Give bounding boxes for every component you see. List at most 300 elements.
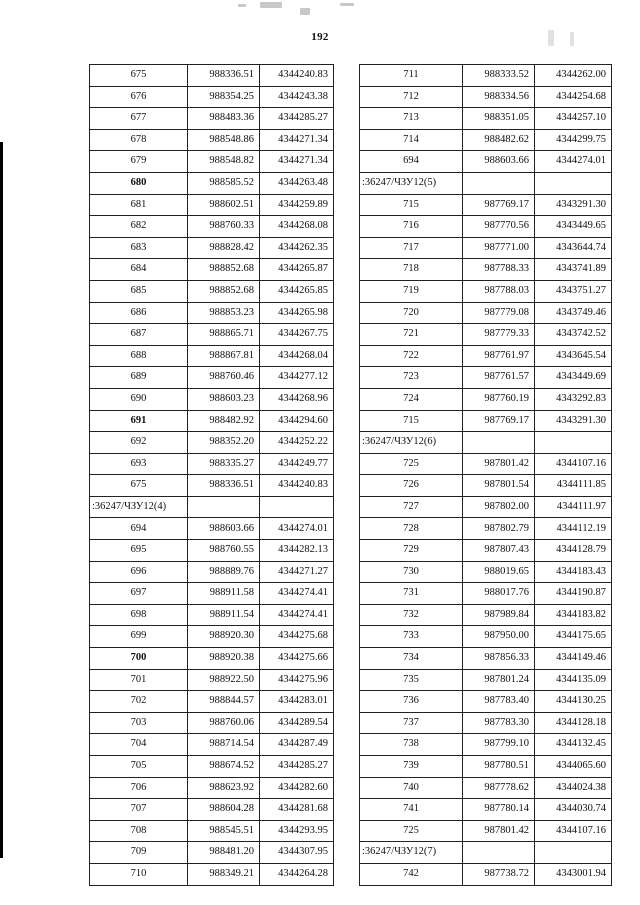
section-header-row	[90, 496, 334, 518]
x-coordinate-cell: 988017.76	[463, 583, 535, 605]
point-number-cell: 680	[90, 172, 188, 194]
point-number-cell: 715	[360, 410, 463, 432]
table-row	[90, 194, 334, 216]
point-number-cell: 709	[90, 842, 188, 864]
table-row	[360, 712, 612, 734]
table-row	[90, 648, 334, 670]
x-coordinate-cell: 988349.21	[188, 863, 260, 885]
table-row	[90, 842, 334, 864]
table-row	[360, 410, 612, 432]
x-coordinate-cell: 987780.14	[463, 799, 535, 821]
table-row	[360, 345, 612, 367]
point-number-cell: 687	[90, 324, 188, 346]
table-row	[90, 302, 334, 324]
y-coordinate-cell: 4344065.60	[535, 756, 612, 778]
point-number-cell: 703	[90, 712, 188, 734]
point-number-cell: 714	[360, 129, 463, 151]
point-number-cell: 730	[360, 561, 463, 583]
y-coordinate-cell: 4344107.16	[535, 820, 612, 842]
point-number-cell: 729	[360, 540, 463, 562]
point-number-cell: 683	[90, 237, 188, 259]
x-coordinate-cell: 988867.81	[188, 345, 260, 367]
y-coordinate-cell: 4344264.28	[260, 863, 334, 885]
point-number-cell: 675	[90, 475, 188, 497]
x-coordinate-cell: 987783.30	[463, 712, 535, 734]
table-row	[90, 108, 334, 130]
table-row	[90, 604, 334, 626]
table-row	[360, 734, 612, 756]
y-coordinate-cell: 4344135.09	[535, 669, 612, 691]
table-row	[90, 410, 334, 432]
y-coordinate-cell: 4344271.27	[260, 561, 334, 583]
y-coordinate-cell: 4344111.85	[535, 475, 612, 497]
table-row	[90, 345, 334, 367]
point-number-cell: 718	[360, 259, 463, 281]
point-number-cell: :36247/ЧЗУ12(6)	[360, 432, 463, 454]
point-number-cell: 720	[360, 302, 463, 324]
table-row	[90, 453, 334, 475]
x-coordinate-cell: 988585.52	[188, 172, 260, 194]
y-coordinate-cell: 4344130.25	[535, 691, 612, 713]
x-coordinate-cell: 987760.19	[463, 388, 535, 410]
y-coordinate-cell: 4344268.96	[260, 388, 334, 410]
table-row	[360, 324, 612, 346]
coordinates-table-left	[89, 64, 334, 886]
y-coordinate-cell: 4343449.69	[535, 367, 612, 389]
y-coordinate-cell	[535, 432, 612, 454]
point-number-cell: :36247/ЧЗУ12(7)	[360, 842, 463, 864]
x-coordinate-cell: 987761.57	[463, 367, 535, 389]
point-number-cell: 733	[360, 626, 463, 648]
table-row	[360, 216, 612, 238]
x-coordinate-cell: 987856.33	[463, 648, 535, 670]
table-row	[90, 540, 334, 562]
y-coordinate-cell: 4344281.68	[260, 799, 334, 821]
y-coordinate-cell: 4344243.38	[260, 86, 334, 108]
section-header-row	[360, 432, 612, 454]
y-coordinate-cell: 4344265.87	[260, 259, 334, 281]
point-number-cell: 700	[90, 648, 188, 670]
section-header-row	[360, 842, 612, 864]
table-row	[90, 324, 334, 346]
y-coordinate-cell: 4343741.89	[535, 259, 612, 281]
x-coordinate-cell: 987799.10	[463, 734, 535, 756]
y-coordinate-cell: 4344267.75	[260, 324, 334, 346]
x-coordinate-cell: 988911.54	[188, 604, 260, 626]
y-coordinate-cell: 4344274.01	[260, 518, 334, 540]
x-coordinate-cell: 988760.55	[188, 540, 260, 562]
table-row	[360, 583, 612, 605]
x-coordinate-cell: 987769.17	[463, 194, 535, 216]
y-coordinate-cell: 4344183.43	[535, 561, 612, 583]
x-coordinate-cell: 988865.71	[188, 324, 260, 346]
point-number-cell: 697	[90, 583, 188, 605]
point-number-cell: :36247/ЧЗУ12(4)	[90, 496, 188, 518]
y-coordinate-cell: 4344274.01	[535, 151, 612, 173]
table-row	[90, 65, 334, 87]
point-number-cell: 739	[360, 756, 463, 778]
y-coordinate-cell: 4344285.27	[260, 108, 334, 130]
table-row	[360, 777, 612, 799]
table-row	[360, 475, 612, 497]
y-coordinate-cell: 4344254.68	[535, 86, 612, 108]
coordinates-table-right	[359, 64, 612, 886]
table-row	[360, 820, 612, 842]
x-coordinate-cell: 988852.68	[188, 259, 260, 281]
table-row	[360, 453, 612, 475]
x-coordinate-cell: 988335.27	[188, 453, 260, 475]
y-coordinate-cell: 4344024.38	[535, 777, 612, 799]
x-coordinate-cell: 987788.03	[463, 280, 535, 302]
x-coordinate-cell	[188, 496, 260, 518]
point-number-cell: 738	[360, 734, 463, 756]
scan-speck	[340, 3, 354, 6]
x-coordinate-cell: 988545.51	[188, 820, 260, 842]
x-coordinate-cell: 988351.05	[463, 108, 535, 130]
table-row	[360, 648, 612, 670]
table-row	[360, 604, 612, 626]
scan-speck	[300, 8, 310, 15]
y-coordinate-cell: 4344299.75	[535, 129, 612, 151]
point-number-cell: 688	[90, 345, 188, 367]
x-coordinate-cell: 988623.92	[188, 777, 260, 799]
table-row	[90, 734, 334, 756]
point-number-cell: 684	[90, 259, 188, 281]
point-number-cell: 685	[90, 280, 188, 302]
y-coordinate-cell: 4344271.34	[260, 151, 334, 173]
point-number-cell: 686	[90, 302, 188, 324]
point-number-cell: 710	[90, 863, 188, 885]
y-coordinate-cell: 4343645.54	[535, 345, 612, 367]
y-coordinate-cell: 4344277.12	[260, 367, 334, 389]
x-coordinate-cell: 988482.62	[463, 129, 535, 151]
y-coordinate-cell	[535, 172, 612, 194]
y-coordinate-cell: 4344289.54	[260, 712, 334, 734]
point-number-cell: 732	[360, 604, 463, 626]
point-number-cell: 715	[360, 194, 463, 216]
x-coordinate-cell: 988852.68	[188, 280, 260, 302]
table-row	[360, 108, 612, 130]
point-number-cell: 734	[360, 648, 463, 670]
table-row	[360, 151, 612, 173]
y-coordinate-cell: 4344249.77	[260, 453, 334, 475]
y-coordinate-cell: 4344265.98	[260, 302, 334, 324]
table-row	[90, 367, 334, 389]
x-coordinate-cell: 988853.23	[188, 302, 260, 324]
binding-edge-mark	[0, 142, 3, 858]
y-coordinate-cell: 4344107.16	[535, 453, 612, 475]
point-number-cell: 736	[360, 691, 463, 713]
x-coordinate-cell: 988603.23	[188, 388, 260, 410]
table-row	[360, 259, 612, 281]
point-number-cell: 740	[360, 777, 463, 799]
table-row	[360, 863, 612, 885]
y-coordinate-cell: 4344190.87	[535, 583, 612, 605]
table-row	[90, 259, 334, 281]
point-number-cell: 702	[90, 691, 188, 713]
y-coordinate-cell: 4344275.96	[260, 669, 334, 691]
point-number-cell: 677	[90, 108, 188, 130]
point-number-cell: 727	[360, 496, 463, 518]
point-number-cell: 692	[90, 432, 188, 454]
y-coordinate-cell: 4344282.60	[260, 777, 334, 799]
x-coordinate-cell: 988019.65	[463, 561, 535, 583]
y-coordinate-cell	[535, 842, 612, 864]
point-number-cell: 725	[360, 820, 463, 842]
point-number-cell: 705	[90, 756, 188, 778]
x-coordinate-cell: 988760.33	[188, 216, 260, 238]
x-coordinate-cell: 988603.66	[463, 151, 535, 173]
x-coordinate-cell: 987778.62	[463, 777, 535, 799]
y-coordinate-cell: 4344132.45	[535, 734, 612, 756]
y-coordinate-cell: 4344030.74	[535, 799, 612, 821]
x-coordinate-cell: 987801.54	[463, 475, 535, 497]
y-coordinate-cell: 4344265.85	[260, 280, 334, 302]
table-row	[90, 216, 334, 238]
x-coordinate-cell: 988828.42	[188, 237, 260, 259]
x-coordinate-cell: 988336.51	[188, 475, 260, 497]
y-coordinate-cell: 4343291.30	[535, 410, 612, 432]
x-coordinate-cell: 987807.43	[463, 540, 535, 562]
point-number-cell: 713	[360, 108, 463, 130]
table-row	[360, 129, 612, 151]
table-row	[90, 691, 334, 713]
table-row	[360, 518, 612, 540]
x-coordinate-cell: 988674.52	[188, 756, 260, 778]
x-coordinate-cell: 987738.72	[463, 863, 535, 885]
x-coordinate-cell: 988354.25	[188, 86, 260, 108]
point-number-cell: 679	[90, 151, 188, 173]
point-number-cell: 696	[90, 561, 188, 583]
x-coordinate-cell: 988760.46	[188, 367, 260, 389]
y-coordinate-cell: 4344268.08	[260, 216, 334, 238]
table-row	[90, 561, 334, 583]
y-coordinate-cell: 4343751.27	[535, 280, 612, 302]
table-row	[360, 388, 612, 410]
table-row	[360, 280, 612, 302]
x-coordinate-cell: 987788.33	[463, 259, 535, 281]
point-number-cell: :36247/ЧЗУ12(5)	[360, 172, 463, 194]
y-coordinate-cell: 4344262.00	[535, 65, 612, 87]
x-coordinate-cell: 987771.00	[463, 237, 535, 259]
table-row	[90, 388, 334, 410]
x-coordinate-cell: 988920.38	[188, 648, 260, 670]
x-coordinate-cell: 988911.58	[188, 583, 260, 605]
table-row	[90, 863, 334, 885]
point-number-cell: 723	[360, 367, 463, 389]
x-coordinate-cell: 988548.82	[188, 151, 260, 173]
table-row	[90, 626, 334, 648]
x-coordinate-cell: 987779.08	[463, 302, 535, 324]
y-coordinate-cell: 4343292.83	[535, 388, 612, 410]
point-number-cell: 676	[90, 86, 188, 108]
x-coordinate-cell: 988602.51	[188, 194, 260, 216]
point-number-cell: 701	[90, 669, 188, 691]
x-coordinate-cell: 988603.66	[188, 518, 260, 540]
y-coordinate-cell: 4344275.68	[260, 626, 334, 648]
point-number-cell: 722	[360, 345, 463, 367]
point-number-cell: 694	[360, 151, 463, 173]
x-coordinate-cell: 987780.51	[463, 756, 535, 778]
table-row	[90, 86, 334, 108]
x-coordinate-cell: 987779.33	[463, 324, 535, 346]
x-coordinate-cell: 987950.00	[463, 626, 535, 648]
point-number-cell: 693	[90, 453, 188, 475]
table-row	[90, 756, 334, 778]
x-coordinate-cell: 987770.56	[463, 216, 535, 238]
section-header-row	[360, 172, 612, 194]
point-number-cell: 716	[360, 216, 463, 238]
point-number-cell: 731	[360, 583, 463, 605]
point-number-cell: 699	[90, 626, 188, 648]
page-number: 192	[311, 31, 329, 43]
point-number-cell: 690	[90, 388, 188, 410]
table-row	[360, 691, 612, 713]
point-number-cell: 695	[90, 540, 188, 562]
y-coordinate-cell: 4343742.52	[535, 324, 612, 346]
table-row	[360, 540, 612, 562]
point-number-cell: 717	[360, 237, 463, 259]
y-coordinate-cell: 4344275.66	[260, 648, 334, 670]
y-coordinate-cell: 4344271.34	[260, 129, 334, 151]
y-coordinate-cell: 4343291.30	[535, 194, 612, 216]
point-number-cell: 712	[360, 86, 463, 108]
table-row	[360, 86, 612, 108]
table-row	[360, 194, 612, 216]
x-coordinate-cell: 988336.51	[188, 65, 260, 87]
point-number-cell: 675	[90, 65, 188, 87]
y-coordinate-cell: 4344307.95	[260, 842, 334, 864]
y-coordinate-cell: 4344268.04	[260, 345, 334, 367]
y-coordinate-cell: 4344149.46	[535, 648, 612, 670]
point-number-cell: 706	[90, 777, 188, 799]
x-coordinate-cell: 987761.97	[463, 345, 535, 367]
point-number-cell: 735	[360, 669, 463, 691]
x-coordinate-cell	[463, 432, 535, 454]
y-coordinate-cell: 4344111.97	[535, 496, 612, 518]
point-number-cell: 698	[90, 604, 188, 626]
y-coordinate-cell: 4344263.48	[260, 172, 334, 194]
point-number-cell: 737	[360, 712, 463, 734]
x-coordinate-cell: 987783.40	[463, 691, 535, 713]
table-row	[90, 799, 334, 821]
x-coordinate-cell: 988920.30	[188, 626, 260, 648]
table-row	[90, 669, 334, 691]
x-coordinate-cell: 988714.54	[188, 734, 260, 756]
point-number-cell: 724	[360, 388, 463, 410]
point-number-cell: 678	[90, 129, 188, 151]
table-row	[360, 799, 612, 821]
scan-speck	[238, 4, 246, 7]
x-coordinate-cell: 987801.24	[463, 669, 535, 691]
x-coordinate-cell: 987801.42	[463, 453, 535, 475]
table-row	[90, 518, 334, 540]
point-number-cell: 694	[90, 518, 188, 540]
point-number-cell: 681	[90, 194, 188, 216]
x-coordinate-cell: 988482.92	[188, 410, 260, 432]
x-coordinate-cell: 988760.06	[188, 712, 260, 734]
y-coordinate-cell: 4343449.65	[535, 216, 612, 238]
x-coordinate-cell: 988481.20	[188, 842, 260, 864]
table-row	[360, 302, 612, 324]
point-number-cell: 741	[360, 799, 463, 821]
point-number-cell: 711	[360, 65, 463, 87]
scan-speck	[260, 2, 282, 8]
x-coordinate-cell: 988889.76	[188, 561, 260, 583]
table-row	[90, 475, 334, 497]
point-number-cell: 704	[90, 734, 188, 756]
y-coordinate-cell: 4344128.18	[535, 712, 612, 734]
point-number-cell: 707	[90, 799, 188, 821]
y-coordinate-cell: 4344112.19	[535, 518, 612, 540]
point-number-cell: 721	[360, 324, 463, 346]
y-coordinate-cell: 4344128.79	[535, 540, 612, 562]
y-coordinate-cell	[260, 496, 334, 518]
table-row	[90, 172, 334, 194]
table-row	[90, 432, 334, 454]
y-coordinate-cell: 4344240.83	[260, 65, 334, 87]
table-row	[360, 561, 612, 583]
x-coordinate-cell: 988922.50	[188, 669, 260, 691]
y-coordinate-cell: 4344262.35	[260, 237, 334, 259]
y-coordinate-cell: 4344283.01	[260, 691, 334, 713]
y-coordinate-cell: 4344285.27	[260, 756, 334, 778]
table-row	[360, 496, 612, 518]
point-number-cell: 725	[360, 453, 463, 475]
y-coordinate-cell: 4344259.89	[260, 194, 334, 216]
y-coordinate-cell: 4344274.41	[260, 583, 334, 605]
x-coordinate-cell: 988352.20	[188, 432, 260, 454]
x-coordinate-cell: 988334.56	[463, 86, 535, 108]
y-coordinate-cell: 4344282.13	[260, 540, 334, 562]
x-coordinate-cell: 987802.79	[463, 518, 535, 540]
y-coordinate-cell: 4344293.95	[260, 820, 334, 842]
point-number-cell: 708	[90, 820, 188, 842]
x-coordinate-cell: 988604.28	[188, 799, 260, 821]
table-row	[360, 756, 612, 778]
y-coordinate-cell: 4344287.49	[260, 734, 334, 756]
table-row	[360, 669, 612, 691]
table-row	[360, 626, 612, 648]
point-number-cell: 691	[90, 410, 188, 432]
y-coordinate-cell: 4343749.46	[535, 302, 612, 324]
x-coordinate-cell: 987989.84	[463, 604, 535, 626]
x-coordinate-cell: 988548.86	[188, 129, 260, 151]
table-row	[90, 151, 334, 173]
y-coordinate-cell: 4344252.22	[260, 432, 334, 454]
table-row	[90, 777, 334, 799]
x-coordinate-cell: 988333.52	[463, 65, 535, 87]
table-row	[90, 583, 334, 605]
point-number-cell: 726	[360, 475, 463, 497]
x-coordinate-cell: 988844.57	[188, 691, 260, 713]
x-coordinate-cell: 988483.36	[188, 108, 260, 130]
y-coordinate-cell: 4343001.94	[535, 863, 612, 885]
point-number-cell: 742	[360, 863, 463, 885]
table-row	[90, 280, 334, 302]
x-coordinate-cell: 987801.42	[463, 820, 535, 842]
y-coordinate-cell: 4344257.10	[535, 108, 612, 130]
table-row	[360, 237, 612, 259]
point-number-cell: 682	[90, 216, 188, 238]
point-number-cell: 719	[360, 280, 463, 302]
point-number-cell: 689	[90, 367, 188, 389]
y-coordinate-cell: 4344274.41	[260, 604, 334, 626]
x-coordinate-cell	[463, 172, 535, 194]
point-number-cell: 728	[360, 518, 463, 540]
x-coordinate-cell	[463, 842, 535, 864]
y-coordinate-cell: 4344175.65	[535, 626, 612, 648]
